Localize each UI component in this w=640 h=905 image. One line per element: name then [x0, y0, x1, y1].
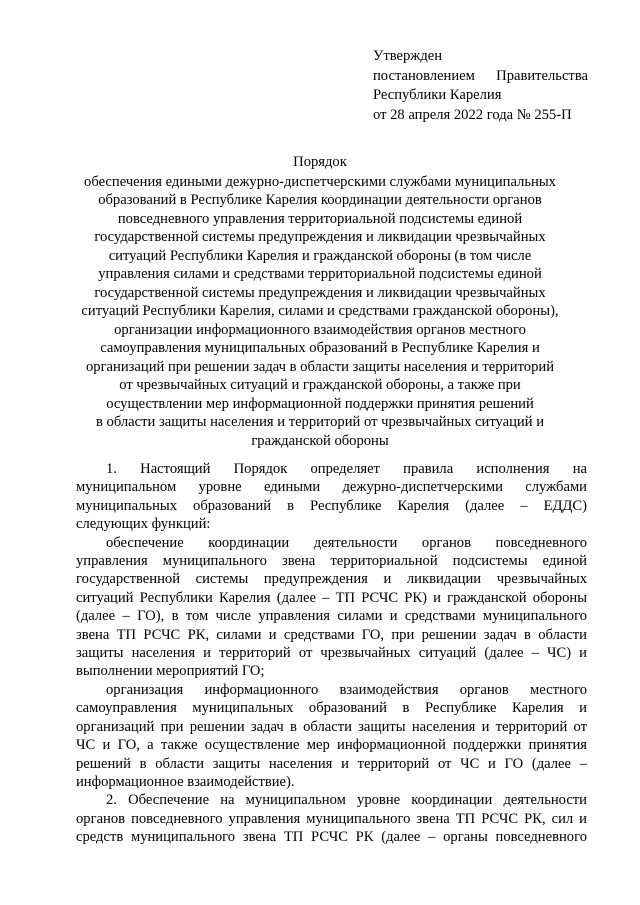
title-line: от чрезвычайных ситуаций и гражданской обороны, а также при: [119, 377, 521, 393]
approval-line: постановлением Правительства: [373, 67, 588, 84]
paragraph-line: информационное взаимодействие).: [76, 773, 295, 790]
paragraph-line: организаций при решении задач в области защиты населения и территорий от: [76, 718, 587, 735]
paragraph-line: средств муниципального звена ТП РСЧС РК (далее – органы повседневного: [76, 829, 587, 846]
title-line: организации информационного взаимодействия органов местного: [114, 321, 526, 338]
approval-line: Республики Карелия: [373, 87, 502, 103]
paragraph-line: решений в области защиты населения и территорий от ЧС и ГО (далее –: [76, 755, 587, 772]
document-body: [76, 460, 587, 847]
paragraph-line: защиты населения и территорий от чрезвычайных ситуаций (далее – ЧС) и: [76, 645, 587, 662]
paragraph-line: следующих функций:: [76, 516, 211, 533]
title-heading: Порядок: [293, 154, 347, 170]
approval-line: Утвержден: [373, 48, 443, 64]
title-line: государственной системы предупреждения и ликвидации чрезвычайных: [94, 284, 546, 301]
title-line: ситуаций Республики Карелия и гражданской обороны (в том числе: [108, 247, 532, 264]
title-line: управления силами и средствами территориальной подсистемы единой: [98, 266, 542, 282]
paragraph-line: обеспечение координации деятельности органов повседневного: [106, 534, 587, 551]
document-title: [40, 153, 600, 450]
title-line: ситуаций Республики Карелия, силами и средствами гражданской обороны),: [81, 303, 559, 319]
paragraph-line: муниципальных образований в Республике Карелия (далее – ЕДДС): [76, 497, 587, 514]
title-line: гражданской обороны: [251, 432, 389, 449]
paragraph-line: государственной системы предупреждения и ликвидации чрезвычайных: [76, 571, 587, 588]
approval-stamp: [373, 47, 588, 125]
title-line: организаций при решении задач в области защиты населения и территорий: [85, 358, 555, 375]
title-line: государственной системы предупреждения и ликвидации чрезвычайных: [94, 229, 546, 245]
title-line: обеспечения едиными дежурно-диспетчерскими службами муниципальных: [84, 173, 556, 190]
paragraph-line: организация информационного взаимодействия органов местного: [106, 681, 587, 698]
title-line: образований в Республике Карелия координации деятельности органов: [98, 192, 542, 208]
paragraph-line: 2. Обеспечение на муниципальном уровне координации деятельности: [106, 792, 587, 809]
paragraph-line: выполнении мероприятий ГО;: [76, 663, 265, 680]
title-line: повседневного управления территориальной подсистемы единой: [117, 210, 523, 227]
paragraph-line: 1. Настоящий Порядок определяет правила исполнения на: [106, 461, 587, 477]
paragraph-line: (далее – ГО), в том числе управления силами и средствами муниципального: [76, 608, 587, 625]
paragraph-line: ЧС и ГО, а также осуществление мер информационной поддержки принятия: [76, 737, 587, 754]
title-line: в области защиты населения и территорий от чрезвычайных ситуаций и: [95, 414, 545, 430]
paragraph-line: муниципальном уровне едиными дежурно-диспетчерскими службами: [76, 479, 587, 496]
title-line: осуществлении мер информационной поддержки принятия решений: [106, 395, 534, 412]
paragraph-line: самоуправления муниципальных образований в Республике Карелия и: [76, 700, 587, 717]
paragraph-line: органов повседневного управления муниципального звена ТП РСЧС РК, сил и: [76, 810, 587, 827]
approval-line: от 28 апреля 2022 года № 255-П: [373, 106, 572, 123]
title-line: самоуправления муниципальных образований в Республике Карелия и: [100, 340, 540, 356]
paragraph-line: управления муниципального звена территориальной подсистемы единой: [76, 553, 587, 570]
paragraph-line: ситуаций Республики Карелия (далее – ТП РСЧС РК) и гражданской обороны: [76, 589, 587, 606]
paragraph-line: звена ТП РСЧС РК, силами и средствами ГО, при решении задач в области: [76, 626, 587, 643]
